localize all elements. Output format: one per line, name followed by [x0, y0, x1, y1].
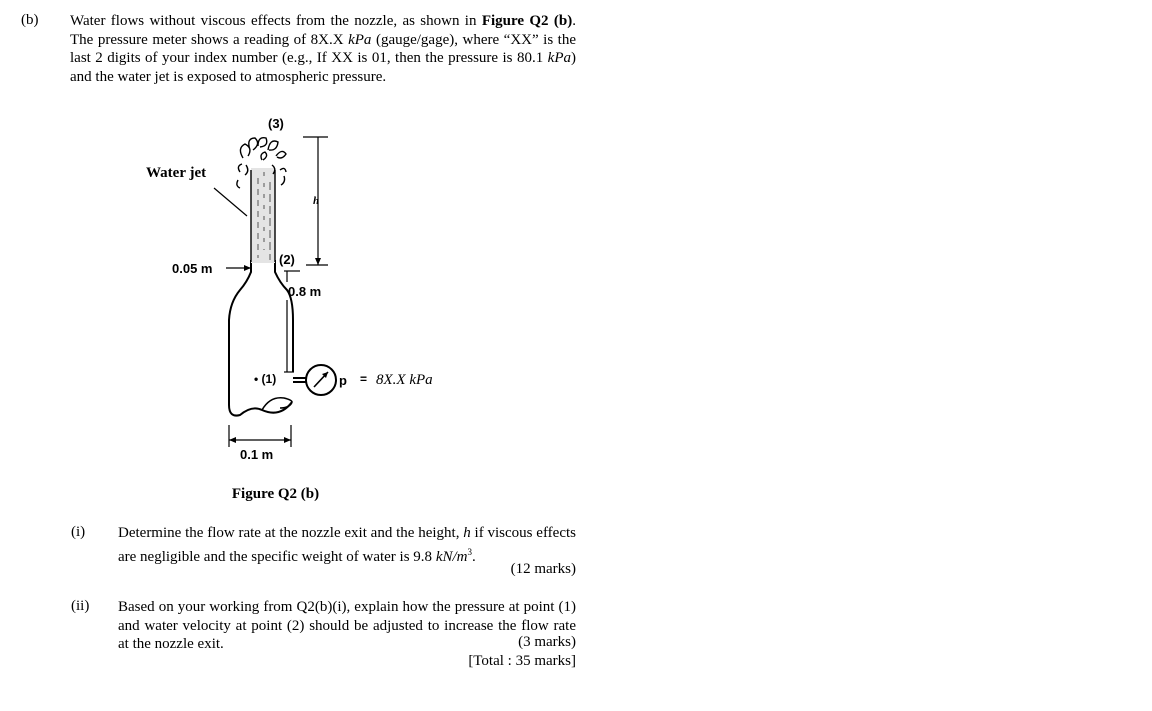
label-equals: =: [360, 372, 368, 386]
question-ii-text: Based on your working from Q2(b)(i), explain how the pressure at point (1) and water velocity at point (2) should be adjusted to increase the flow rate at the nozzle exit.: [118, 599, 576, 652]
d01-arrow-right: [284, 437, 291, 443]
question-i-unit-sup: 3: [467, 546, 472, 557]
nozzle-figure: [0, 0, 560, 480]
label-point-1: • (1): [254, 372, 277, 386]
question-i-number: (i): [71, 524, 86, 540]
intro-text-4: ) and the water jet is exposed to atmospheric pressure.: [70, 50, 576, 85]
question-i-text: [118, 524, 576, 566]
intro-figure-ref: Figure Q2 (b): [481, 13, 573, 29]
question-i-unit: kN/m: [435, 548, 468, 565]
intro-unit-1: kPa: [348, 31, 372, 48]
total-marks: [Total : 35 marks]: [468, 653, 576, 669]
label-point-3: (3): [268, 116, 284, 131]
intro-unit-2: kPa: [547, 50, 571, 66]
part-label: (b): [21, 12, 39, 28]
water-jet-leader: [214, 188, 247, 216]
d005-arrow: [244, 265, 251, 271]
question-i-h: h: [463, 525, 471, 541]
water-jet: [237, 138, 286, 263]
intro-text-1: Water flows without viscous effects from the nozzle, as shown in: [70, 13, 482, 29]
label-point-2: (2): [279, 252, 295, 267]
intro-text-3: (gauge/gage), where “XX” is the last 2 digits of your index number (e.g., If XX is 01, then the pressure is 80.1: [70, 31, 576, 66]
question-i-marks: (12 marks): [510, 561, 576, 577]
question-ii-number: (ii): [71, 598, 90, 614]
label-0-1m: 0.1 m: [240, 447, 274, 462]
figure-caption: Figure Q2 (b): [231, 486, 320, 502]
question-i-text-a: Determine the flow rate at the nozzle exit and the height,: [118, 525, 464, 541]
nozzle-outline-right: [275, 260, 293, 372]
question-i-text-c: .: [471, 548, 476, 565]
d01-arrow-left: [229, 437, 236, 443]
label-0-05m: 0.05 m: [172, 261, 213, 276]
question-i-text-b: if viscous effects are negligible and the specific weight of water is 9.8: [118, 525, 576, 565]
label-h: h: [313, 195, 320, 207]
label-water-jet: Water jet: [146, 165, 207, 181]
label-p: p: [339, 373, 347, 388]
h-arrow-bottom: [315, 258, 321, 265]
question-ii-marks: (3 marks): [518, 634, 576, 650]
label-0-8m: 0.8 m: [288, 284, 322, 299]
intro-text-2: . The pressure meter shows a reading of 8X.X: [70, 13, 576, 48]
label-pressure: 8X.X kPa: [376, 372, 433, 388]
